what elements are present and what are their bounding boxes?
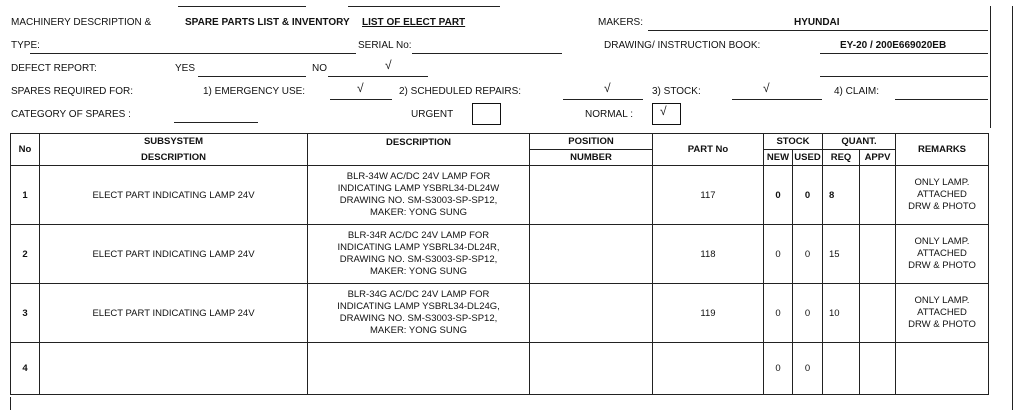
row-stock-used: 0 bbox=[793, 166, 823, 225]
row-position bbox=[530, 284, 653, 343]
table-row bbox=[11, 343, 989, 395]
row-stock-used: 0 bbox=[793, 343, 823, 395]
spare-parts-table bbox=[10, 133, 989, 395]
drawing-value: EY-20 / 200E669020EB bbox=[840, 40, 947, 51]
header-no: No bbox=[11, 134, 40, 166]
row-req: 15 bbox=[823, 225, 860, 284]
header-used: USED bbox=[793, 150, 823, 166]
yes-label: YES bbox=[175, 63, 196, 74]
row-subsystem: ELECT PART INDICATING LAMP 24V bbox=[40, 284, 308, 343]
row-req bbox=[823, 343, 860, 395]
header-description: DESCRIPTION bbox=[308, 134, 530, 166]
serial-label: SERIAL No: bbox=[358, 40, 412, 51]
row-description: BLR-34R AC/DC 24V LAMP FOR INDICATING LAMP YSBRL34-DL24R, DRAWING NO. SM-S3003-SP-SP12, MAKER: YONG SUNG bbox=[308, 225, 530, 284]
header-stock: STOCK bbox=[764, 134, 823, 150]
table-row bbox=[11, 166, 989, 225]
row-no: 4 bbox=[11, 343, 40, 395]
row-stock-new: 0 bbox=[764, 166, 793, 225]
form-title-part1: SPARE PARTS LIST & INVENTORY bbox=[185, 17, 350, 28]
row-no: 2 bbox=[11, 225, 40, 284]
no-label: NO bbox=[312, 63, 327, 74]
row-description: BLR-34G AC/DC 24V LAMP FOR INDICATING LAMP YSBRL34-DL24G, DRAWING NO. SM-S3003-SP-SP12, MAKER: YONG SUNG bbox=[308, 284, 530, 343]
row-position bbox=[530, 166, 653, 225]
row-no: 3 bbox=[11, 284, 40, 343]
header-new: NEW bbox=[764, 150, 793, 166]
claim-label: 4) CLAIM: bbox=[834, 86, 880, 97]
row-stock-used: 0 bbox=[793, 225, 823, 284]
row-part-no bbox=[653, 343, 764, 395]
machinery-label: MACHINERY DESCRIPTION & bbox=[11, 17, 152, 28]
row-stock-new: 0 bbox=[764, 284, 793, 343]
header-quant: QUANT. bbox=[823, 134, 896, 150]
form-title-part2: LIST OF ELECT PART bbox=[362, 17, 466, 28]
header-req: REQ bbox=[823, 150, 860, 166]
header-subsystem-2: DESCRIPTION bbox=[40, 150, 308, 166]
urgent-checkbox[interactable] bbox=[472, 103, 501, 125]
header-position-2: NUMBER bbox=[530, 150, 653, 166]
row-position bbox=[530, 343, 653, 395]
drawing-label: DRAWING/ INSTRUCTION BOOK: bbox=[604, 40, 761, 51]
scheduled-check-mark: √ bbox=[604, 81, 611, 95]
row-subsystem: ELECT PART INDICATING LAMP 24V bbox=[40, 225, 308, 284]
no-check-mark: √ bbox=[385, 58, 392, 72]
header-subsystem-1: SUBSYSTEM bbox=[40, 134, 308, 150]
normal-check-mark: √ bbox=[660, 104, 667, 118]
row-part-no: 117 bbox=[653, 166, 764, 225]
row-description: BLR-34W AC/DC 24V LAMP FOR INDICATING LAMP YSBRL34-DL24W DRAWING NO. SM-S3003-SP-SP12, MAKER: YONG SUNG bbox=[308, 166, 530, 225]
type-label: TYPE: bbox=[11, 40, 40, 51]
row-part-no: 119 bbox=[653, 284, 764, 343]
row-part-no: 118 bbox=[653, 225, 764, 284]
stock-label: 3) STOCK: bbox=[652, 86, 701, 97]
stock-check-mark: √ bbox=[763, 81, 770, 95]
row-stock-new: 0 bbox=[764, 225, 793, 284]
row-stock-used: 0 bbox=[793, 284, 823, 343]
row-no: 1 bbox=[11, 166, 40, 225]
header-position-1: POSITION bbox=[530, 134, 653, 150]
emergency-check-mark: √ bbox=[357, 81, 364, 95]
table-row bbox=[11, 225, 989, 284]
row-description bbox=[308, 343, 530, 395]
row-appv bbox=[860, 166, 896, 225]
row-appv bbox=[860, 225, 896, 284]
row-req: 8 bbox=[823, 166, 860, 225]
category-label: CATEGORY OF SPARES : bbox=[11, 109, 131, 120]
scheduled-repairs-label: 2) SCHEDULED REPAIRS: bbox=[399, 86, 522, 97]
normal-label: NORMAL : bbox=[585, 109, 633, 120]
emergency-use-label: 1) EMERGENCY USE: bbox=[203, 86, 306, 97]
header-appv: APPV bbox=[860, 150, 896, 166]
row-stock-new: 0 bbox=[764, 343, 793, 395]
header-remarks: REMARKS bbox=[896, 134, 989, 166]
row-req: 10 bbox=[823, 284, 860, 343]
header-part-no: PART No bbox=[653, 134, 764, 166]
row-position bbox=[530, 225, 653, 284]
row-remarks bbox=[896, 343, 989, 395]
row-remarks: ONLY LAMP. ATTACHED DRW & PHOTO bbox=[896, 166, 989, 225]
row-subsystem bbox=[40, 343, 308, 395]
defect-report-label: DEFECT REPORT: bbox=[11, 63, 97, 74]
row-appv bbox=[860, 343, 896, 395]
row-remarks: ONLY LAMP. ATTACHED DRW & PHOTO bbox=[896, 284, 989, 343]
row-remarks: ONLY LAMP. ATTACHED DRW & PHOTO bbox=[896, 225, 989, 284]
makers-label: MAKERS: bbox=[598, 17, 644, 28]
row-subsystem: ELECT PART INDICATING LAMP 24V bbox=[40, 166, 308, 225]
spares-required-label: SPARES REQUIRED FOR: bbox=[11, 86, 134, 97]
urgent-label: URGENT bbox=[411, 109, 454, 120]
row-appv bbox=[860, 284, 896, 343]
makers-value: HYUNDAI bbox=[794, 17, 840, 28]
table-row bbox=[11, 284, 989, 343]
